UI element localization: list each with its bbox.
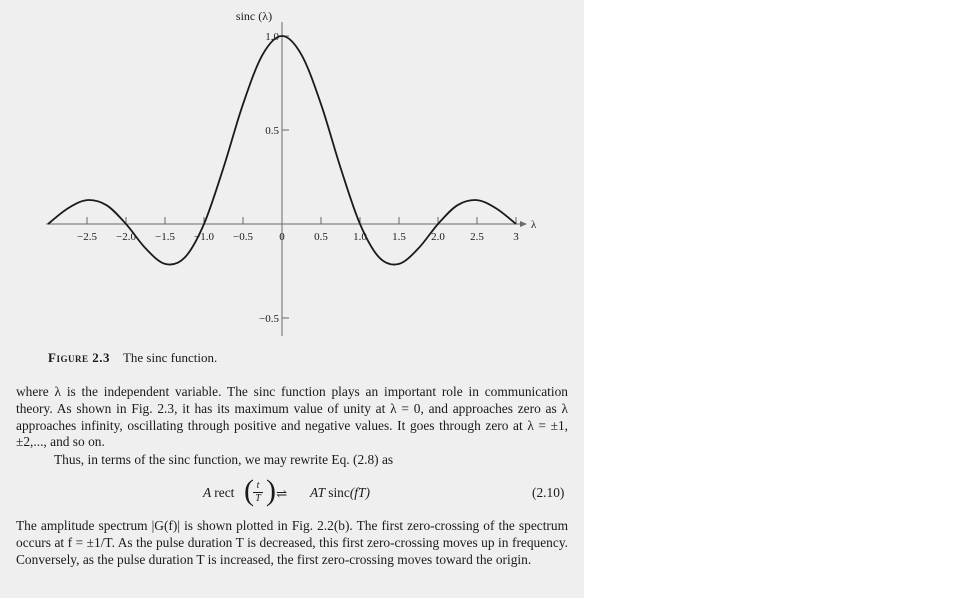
x-tick-label: −1.0: [194, 231, 214, 243]
x-tick-label: 1.5: [392, 231, 406, 243]
x-tick-label: 2.0: [431, 231, 445, 243]
paragraph-1: where λ is the independent variable. The sinc function plays an important role in communication theory. As shown in Fig. 2.3, it has its maximum value of unity at λ = 0, and approaches zero as λ approaches infinity, oscillating through positive and negative values. It goes through zero at λ = ±1, ±2,..., and so on.: [16, 384, 568, 450]
open-paren: (: [244, 474, 254, 507]
y-tick-label: 1.0: [265, 31, 279, 43]
fourier-pair-arrow: ⇌: [276, 486, 288, 501]
equation-lhs: A rect: [203, 485, 235, 500]
fraction-t-over-T: t T: [252, 480, 264, 505]
x-tick-label: 0.5: [314, 231, 328, 243]
x-tick-label: 2.5: [470, 231, 484, 243]
x-tick-label: −1.5: [155, 231, 175, 243]
x-axis-arrowhead: [520, 221, 527, 227]
y-axis-label: sinc (λ): [235, 9, 273, 23]
paragraph-3: The amplitude spectrum |G(f)| is shown plotted in Fig. 2.2(b). The first zero-crossing of the spectrum occurs at f = ±1/T. As the pulse duration T is decreased, this first zero-crossing moves up in frequency. Conversely, as the pulse duration T is increased, the first zero-crossing moves toward the origin.: [16, 518, 568, 567]
figure-label: Figure 2.3: [48, 350, 110, 365]
x-axis-label: λ: [531, 219, 537, 231]
equation-rhs: AT sinc(fT): [310, 485, 370, 500]
x-tick-label: −2.0: [116, 231, 136, 243]
paragraph-2: Thus, in terms of the sinc function, we may rewrite Eq. (2.8) as: [54, 452, 394, 467]
y-tick-label: 0.5: [265, 125, 279, 137]
x-tick-label: 1.0: [353, 231, 367, 243]
x-tick-label: −2.5: [77, 231, 97, 243]
x-tick-label: 3: [513, 231, 519, 243]
y-tick-label: −0.5: [259, 313, 279, 325]
close-paren: ): [266, 474, 276, 507]
equation-number: (2.10): [532, 485, 565, 500]
equation-2-10: [0, 474, 584, 512]
figure-caption-text: The sinc function.: [122, 350, 218, 365]
sinc-plot: [0, 0, 584, 350]
x-tick-label: 0: [279, 231, 285, 243]
x-tick-label: −0.5: [233, 231, 253, 243]
figure-caption: [48, 350, 217, 366]
